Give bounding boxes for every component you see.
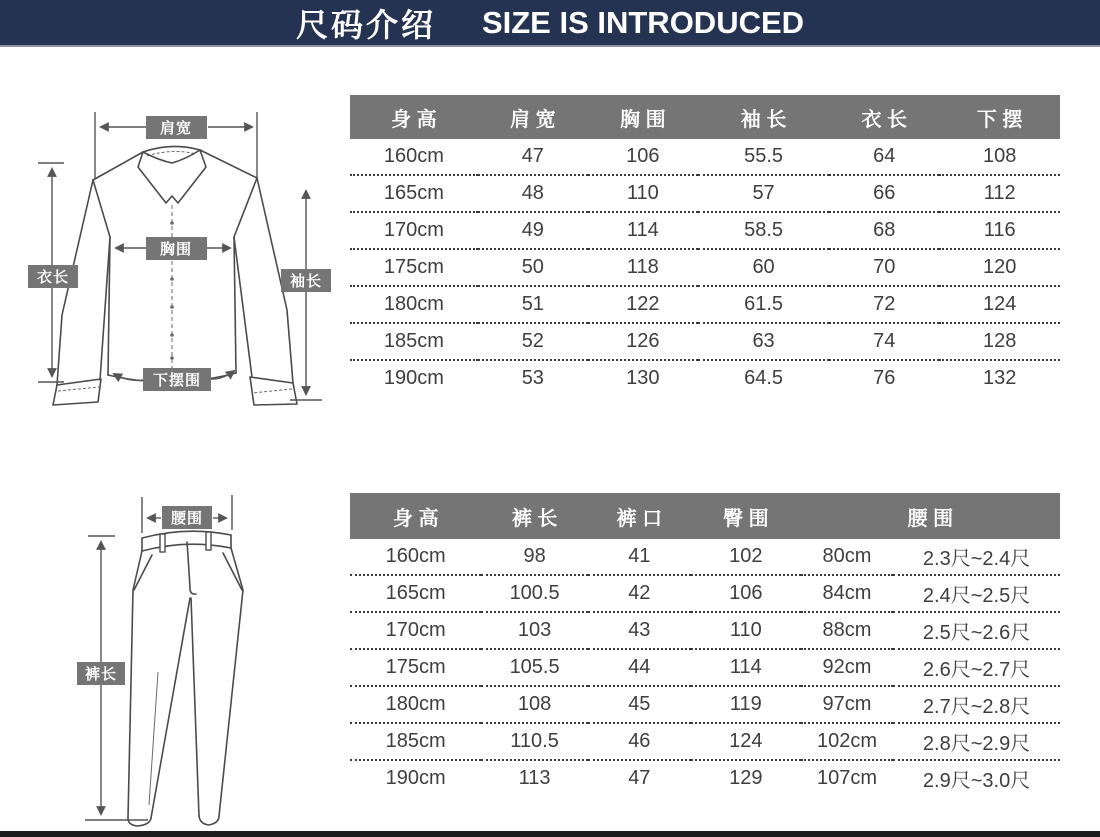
table-row bbox=[350, 760, 1060, 796]
table-cell: 84cm bbox=[801, 575, 893, 612]
table-cell: 190cm bbox=[385, 767, 446, 789]
table-cell: 130 bbox=[626, 367, 660, 389]
table-cell: 108 bbox=[939, 139, 1060, 175]
header-row bbox=[350, 95, 1060, 139]
shirt-diagram bbox=[0, 55, 350, 435]
column-header: 腰 围 bbox=[801, 493, 1060, 539]
table-cell: 160cm bbox=[350, 539, 481, 575]
table-cell: 61.5 bbox=[698, 286, 829, 323]
table-cell: 2.7尺~2.8尺 bbox=[893, 686, 1060, 723]
column-header: 裤 长 bbox=[481, 493, 588, 539]
table-cell: 52 bbox=[478, 323, 588, 360]
table-row bbox=[350, 360, 1060, 396]
table-cell: 2.5尺~2.6尺 bbox=[893, 612, 1060, 649]
table-cell: 124 bbox=[939, 286, 1060, 323]
table-cell: 108 bbox=[481, 686, 588, 723]
table-cell: 180cm bbox=[350, 286, 478, 323]
table-cell: 112 bbox=[939, 175, 1060, 212]
table-cell: 2.9尺~3.0尺 bbox=[922, 770, 1031, 792]
table-cell: 175cm bbox=[350, 249, 478, 286]
table-cell: 175cm bbox=[350, 649, 481, 686]
shoulder-width-label: 肩宽 bbox=[159, 120, 193, 137]
table-cell: 102cm bbox=[801, 723, 893, 760]
sleeve-length-annotation bbox=[281, 191, 331, 400]
banner bbox=[0, 0, 1100, 47]
table-cell: 42 bbox=[588, 575, 691, 612]
table-cell: 98 bbox=[481, 539, 588, 575]
hem-annotation bbox=[114, 368, 234, 391]
table-cell: 88cm bbox=[801, 612, 893, 649]
table-cell: 76 bbox=[873, 367, 896, 389]
table-cell: 102 bbox=[691, 539, 801, 575]
table-cell: 129 bbox=[729, 767, 763, 789]
table-cell: 110.5 bbox=[481, 723, 588, 760]
bottom-divider bbox=[0, 831, 1100, 837]
pants-diagram bbox=[0, 460, 350, 837]
waist-annotation bbox=[142, 495, 232, 533]
table-cell: 68 bbox=[829, 212, 939, 249]
table-cell: 132 bbox=[982, 367, 1017, 389]
table-cell: 118 bbox=[588, 249, 698, 286]
table-row bbox=[350, 575, 1060, 612]
table-cell: 100.5 bbox=[481, 575, 588, 612]
table-row bbox=[350, 286, 1060, 323]
column-header: 身 高 bbox=[350, 493, 481, 539]
shirt-size-table bbox=[350, 95, 1060, 396]
chest-label: 胸围 bbox=[159, 241, 193, 258]
table-cell: 57 bbox=[698, 175, 829, 212]
header-row bbox=[350, 493, 1060, 539]
table-cell: 2.4尺~2.5尺 bbox=[893, 575, 1060, 612]
table-cell: 124 bbox=[691, 723, 801, 760]
pants-length-annotation bbox=[77, 536, 148, 820]
table-cell: 72 bbox=[829, 286, 939, 323]
column-header: 身 高 bbox=[350, 95, 478, 139]
table-row bbox=[350, 723, 1060, 760]
table-cell: 113 bbox=[518, 767, 551, 789]
pants-length-label: 裤长 bbox=[84, 666, 118, 683]
table-cell: 60 bbox=[698, 249, 829, 286]
table-cell: 170cm bbox=[350, 612, 481, 649]
column-header: 臀 围 bbox=[691, 493, 801, 539]
table-row bbox=[350, 212, 1060, 249]
table-cell: 180cm bbox=[350, 686, 481, 723]
table-cell: 97cm bbox=[801, 686, 893, 723]
table-cell: 63 bbox=[698, 323, 829, 360]
table-row bbox=[350, 249, 1060, 286]
table-cell: 58.5 bbox=[698, 212, 829, 249]
table-cell: 53 bbox=[521, 367, 544, 389]
pants-size-table bbox=[350, 493, 1060, 796]
sleeve-length-label: 袖长 bbox=[289, 273, 323, 290]
table-cell: 41 bbox=[588, 539, 691, 575]
table-cell: 70 bbox=[829, 249, 939, 286]
chest-annotation bbox=[116, 237, 230, 260]
table-cell: 66 bbox=[829, 175, 939, 212]
table-cell: 190cm bbox=[383, 367, 444, 389]
table-cell: 64 bbox=[829, 139, 939, 175]
pants-outline-art bbox=[128, 531, 243, 826]
table-row bbox=[350, 175, 1060, 212]
table-cell: 170cm bbox=[350, 212, 478, 249]
table-cell: 45 bbox=[588, 686, 691, 723]
table-cell: 165cm bbox=[350, 575, 481, 612]
table-cell: 51 bbox=[478, 286, 588, 323]
table-cell: 126 bbox=[588, 323, 698, 360]
table-cell: 80cm bbox=[801, 539, 893, 575]
shoulder-width-annotation bbox=[95, 112, 257, 178]
table-cell: 55.5 bbox=[698, 139, 829, 175]
table-cell: 106 bbox=[691, 575, 801, 612]
table-cell: 114 bbox=[691, 649, 801, 686]
waist-label: 腰围 bbox=[170, 510, 204, 527]
table-cell: 2.8尺~2.9尺 bbox=[893, 723, 1060, 760]
table-cell: 160cm bbox=[350, 139, 478, 175]
table-cell: 48 bbox=[478, 175, 588, 212]
table-cell: 49 bbox=[478, 212, 588, 249]
table-cell: 116 bbox=[939, 212, 1060, 249]
table-cell: 64.5 bbox=[744, 367, 784, 389]
banner-title-en: SIZE IS INTRODUCED bbox=[481, 4, 805, 40]
column-header: 肩 宽 bbox=[478, 95, 588, 139]
table-cell: 2.6尺~2.7尺 bbox=[893, 649, 1060, 686]
table-cell: 128 bbox=[939, 323, 1060, 360]
banner-title-cn: 尺码介绍 bbox=[295, 6, 436, 43]
table-row bbox=[350, 612, 1060, 649]
table-cell: 43 bbox=[588, 612, 691, 649]
table-cell: 103 bbox=[481, 612, 588, 649]
table-cell: 47 bbox=[478, 139, 588, 175]
table-cell: 110 bbox=[691, 612, 801, 649]
table-cell: 47 bbox=[628, 767, 651, 789]
column-header: 裤 口 bbox=[588, 493, 691, 539]
table-cell: 46 bbox=[588, 723, 691, 760]
shirt-outline-art bbox=[53, 146, 297, 405]
table-cell: 105.5 bbox=[481, 649, 588, 686]
table-cell: 114 bbox=[588, 212, 698, 249]
table-row bbox=[350, 539, 1060, 575]
table-cell: 44 bbox=[588, 649, 691, 686]
table-cell: 120 bbox=[939, 249, 1060, 286]
table-cell: 119 bbox=[691, 686, 801, 723]
table-cell: 107cm bbox=[816, 767, 877, 789]
table-row bbox=[350, 323, 1060, 360]
table-cell: 2.3尺~2.4尺 bbox=[893, 539, 1060, 575]
column-header: 下 摆 bbox=[939, 95, 1060, 139]
hem-label: 下摆围 bbox=[152, 372, 202, 389]
table-row bbox=[350, 686, 1060, 723]
shirt-size-table-grid bbox=[350, 95, 1060, 396]
table-row bbox=[350, 649, 1060, 686]
table-cell: 92cm bbox=[801, 649, 893, 686]
column-header: 衣 长 bbox=[829, 95, 939, 139]
garment-length-annotation bbox=[28, 163, 78, 382]
table-cell: 106 bbox=[588, 139, 698, 175]
table-cell: 165cm bbox=[350, 175, 478, 212]
table-cell: 122 bbox=[588, 286, 698, 323]
column-header: 袖 长 bbox=[698, 95, 829, 139]
table-row bbox=[350, 139, 1060, 175]
table-cell: 185cm bbox=[350, 723, 481, 760]
table-cell: 110 bbox=[588, 175, 698, 212]
column-header: 胸 围 bbox=[588, 95, 698, 139]
garment-length-label: 衣长 bbox=[36, 269, 70, 286]
table-cell: 185cm bbox=[350, 323, 478, 360]
pants-size-table-grid bbox=[350, 493, 1060, 796]
table-cell: 74 bbox=[829, 323, 939, 360]
table-cell: 50 bbox=[478, 249, 588, 286]
